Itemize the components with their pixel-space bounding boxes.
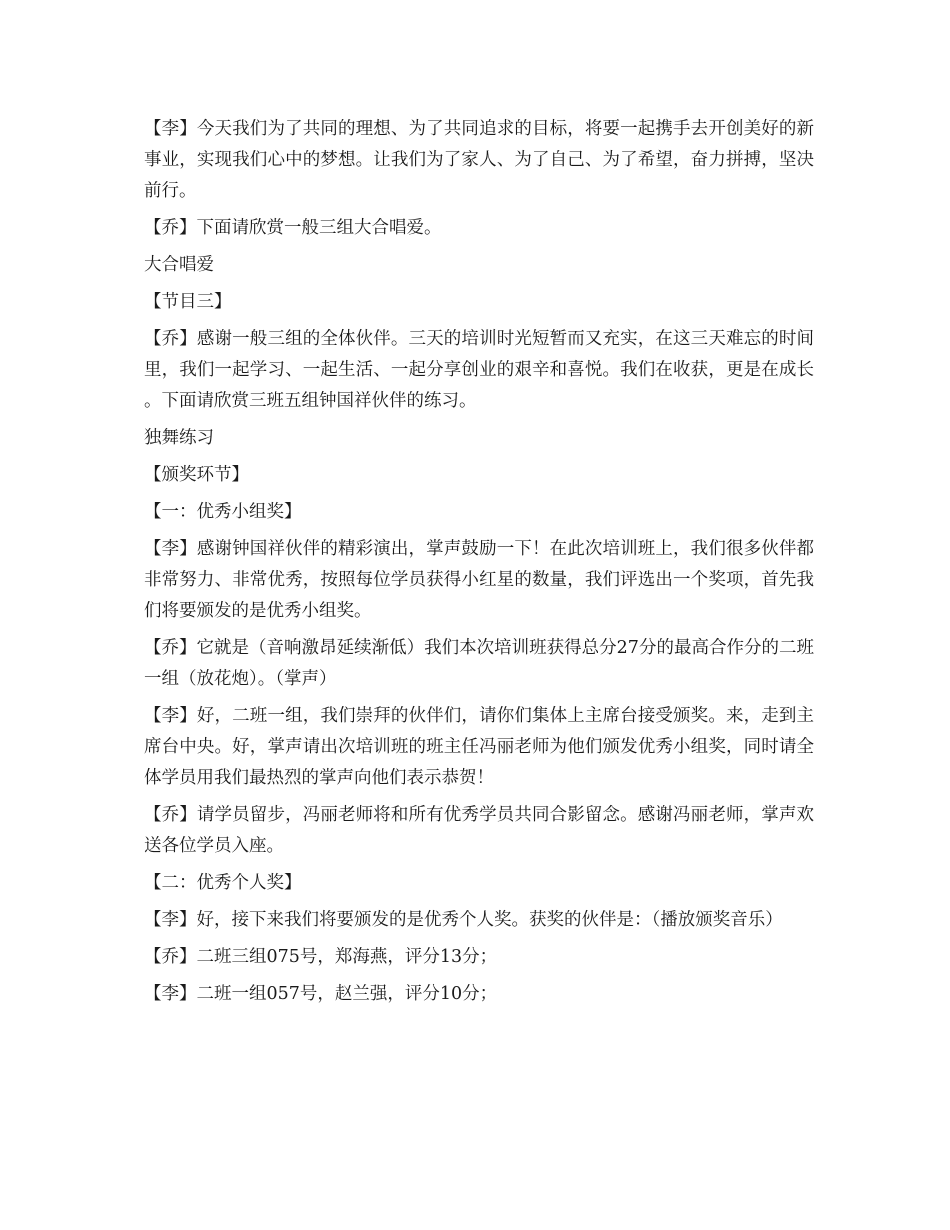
- paragraph-li-individual-award: 【李】好，接下来我们将要颁发的是优秀个人奖。获奖的伙伴是：（播放颁奖音乐）: [144, 910, 783, 930]
- program-solo-dance: 独舞练习: [144, 428, 214, 448]
- section-awards: 【颁奖环节】: [144, 465, 249, 485]
- section-program-three: 【节目三】: [144, 292, 232, 312]
- paragraph-qiao-winner-one: 【乔】二班三组075号，郑海燕，评分13分；: [144, 947, 498, 967]
- paragraph-li-winner-two: 【李】二班一组057号，赵兰强，评分10分；: [144, 984, 498, 1004]
- paragraph-li-group-award: 【李】感谢钟国祥伙伴的精彩演出，掌声鼓励一下！在此次培训班上，我们很多伙伴都非常努力、非常优秀，按照每位学员获得小红星的数量，我们评选出一个奖项，首先我们将要颁发的是优秀小组奖。: [144, 539, 814, 621]
- paragraph-qiao-group-photo: 【乔】请学员留步，冯丽老师将和所有优秀学员共同合影留念。感谢冯丽老师，掌声欢送各位学员入座。: [144, 805, 814, 856]
- paragraph-qiao-thanks: 【乔】感谢一般三组的全体伙伴。三天的培训时光短暂而又充实，在这三天难忘的时间里，我们一起学习、一起生活、一起分享创业的艰辛和喜悦。我们在收获，更是在成长。下面请欣赏三班五组钟国祥伙伴的练习。: [144, 329, 814, 411]
- program-chorus: 大合唱爱: [144, 255, 214, 275]
- paragraph-qiao-group-winner: 【乔】它就是（音响激昂延续渐低）我们本次培训班获得总分27分的最高合作分的二班一组（放花炮）。（掌声）: [144, 638, 814, 689]
- section-best-group-award: 【一：优秀小组奖】: [144, 502, 302, 522]
- paragraph-li-invite-stage: 【李】好，二班一组，我们崇拜的伙伴们，请你们集体上主席台接受颁奖。来，走到主席台中央。好，掌声请出次培训班的班主任冯丽老师为他们颁发优秀小组奖，同时请全体学员用我们最热烈的掌声向他们表示恭贺！: [144, 706, 814, 788]
- paragraph-qiao-intro-chorus: 【乔】下面请欣赏一般三组大合唱爱。: [144, 218, 442, 238]
- document-page: [144, 114, 814, 1016]
- paragraph-li-opening: 【李】今天我们为了共同的理想、为了共同追求的目标，将要一起携手去开创美好的新事业，实现我们心中的梦想。让我们为了家人、为了自己、为了希望，奋力拼搏，坚决前行。: [144, 119, 814, 201]
- section-best-individual-award: 【二：优秀个人奖】: [144, 873, 302, 893]
